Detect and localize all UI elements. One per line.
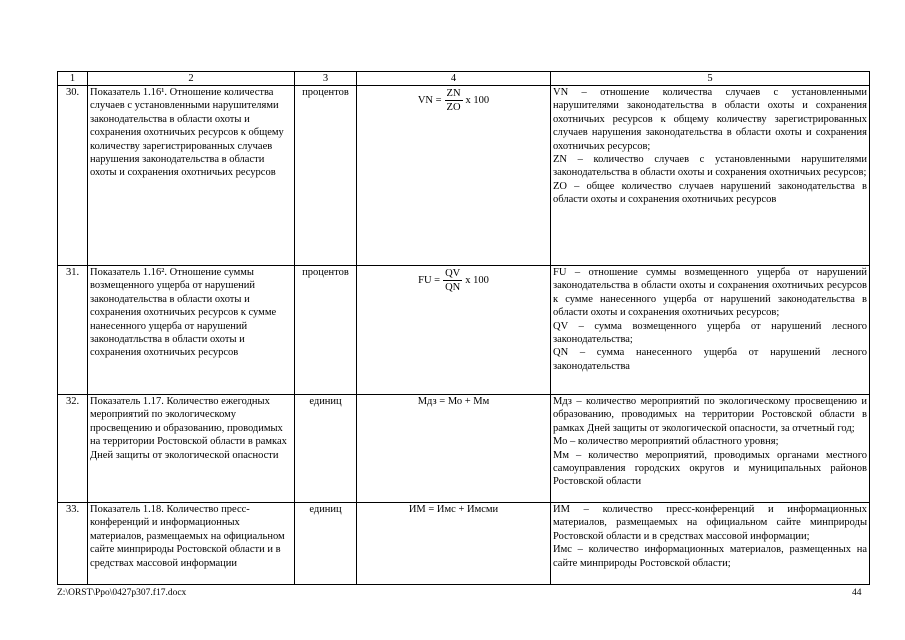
unit-cell: процентов	[295, 86, 357, 266]
formula-multiplier: x 100	[465, 275, 489, 287]
row-number: 32.	[58, 395, 88, 503]
table-row	[58, 503, 870, 585]
formula-cell	[357, 86, 551, 266]
description-line: VN – отношение количества случаев с установленными нарушителями законодательства в области охоты и сохранения охотничьих ресурсов к общему количеству зарегистрированных случаев нарушения законодательства в области охоты и сохранения охотничьих ресурсов;	[553, 87, 867, 152]
unit-cell: процентов	[295, 266, 357, 395]
fraction-numerator: QV	[445, 268, 461, 279]
description-line: Мдз – количество мероприятий по экологическому просвещению и образованию, проводимых на территории Ростовской области в рамках Дней защиты от экологической опасности, за отчетный год;	[553, 396, 867, 434]
formula-cell: Мдз = Мо + Мм	[357, 395, 551, 503]
description-line: Мм – количество мероприятий, проводимых органами местного самоуправления городских округов и муниципальных районов Ростовской области	[553, 449, 867, 488]
table-row	[58, 395, 870, 503]
file-path: Z:\ORST\Ppo\0427p307.f17.docx	[57, 588, 187, 598]
description-line: Имс – количество информационных материалов, размещенных на сайте минприроды Ростовской области;	[553, 544, 867, 569]
fraction-body	[445, 87, 463, 115]
description-cell	[551, 266, 870, 395]
header-col-4: 4	[357, 72, 551, 86]
table-row	[58, 266, 870, 395]
indicator-name: Показатель 1.16². Отношение суммы возмещенного ущерба от нарушений законодательства в области охоты и сохранения охотничьих ресурсов к сумме нанесенного ущерба от нарушений законодатльства в области охоты и сохранения охотничьих ресурсов	[88, 266, 295, 395]
row-number: 30.	[58, 86, 88, 266]
row-number: 33.	[58, 503, 88, 585]
fraction-denominator: ZO	[446, 102, 461, 114]
description-cell	[551, 86, 870, 266]
formula-cell	[357, 266, 551, 395]
description-line: ИМ – количество пресс-конференций и информационных материалов, размещаемых на официальном сайте минприроды Ростовской области и в средствах массовой информации;	[553, 504, 867, 542]
description-line: ZO – общее количество случаев нарушений законодательства в области охоты и сохранения охотничьих ресурсов	[553, 180, 867, 206]
header-col-2: 2	[88, 72, 295, 86]
page-number: 44	[852, 588, 862, 598]
description-line: QN – сумма нанесенного ущерба от нарушений лесного законодательства	[553, 347, 867, 372]
fraction-body	[443, 267, 462, 295]
formula-lhs: FU =	[418, 275, 441, 287]
indicator-name: Показатель 1.16¹. Отношение количества случаев с установленными нарушителями законодательства в области охоты и сохранения охотничьих ресурсов к общему количеству зарегистрированных случаев нарушения законодательства в области охоты и сохранения охотничьих ресурсов	[88, 86, 295, 266]
fraction-formula	[418, 267, 489, 295]
fraction-numerator: ZN	[446, 88, 461, 99]
description-line: FU – отношение суммы возмещенного ущерба от нарушений законодательства в области охоты и сохранения охотничьих ресурсов к сумме нанесенного ущерба от нарушений законодательства в области охоты и сохранения охотничьих ресурсов;	[553, 267, 867, 319]
header-col-3: 3	[295, 72, 357, 86]
formula-lhs: VN =	[417, 95, 442, 107]
unit-cell: единиц	[295, 395, 357, 503]
unit-cell: единиц	[295, 503, 357, 585]
header-col-1: 1	[58, 72, 88, 86]
indicator-name: Показатель 1.18. Количество пресс-конференций и информационных материалов, размещаемых на официальном сайте минприроды Ростовской области и в средствах массовой информации	[88, 503, 295, 585]
table-row	[58, 86, 870, 266]
description-line: ZN – количество случаев с установленными нарушителями законодательства в области охоты и сохранения охотничьих ресурсов;	[553, 154, 867, 179]
fraction-formula	[418, 87, 489, 115]
row-number: 31.	[58, 266, 88, 395]
fraction-denominator: QN	[445, 282, 461, 294]
description-cell	[551, 395, 870, 503]
indicator-name: Показатель 1.17. Количество ежегодных мероприятий по экологическому просвещению и образованию, проводимых на территории Ростовской области в рамках Дней защиты от экологической опасности	[88, 395, 295, 503]
description-cell	[551, 503, 870, 585]
header-col-5: 5	[551, 72, 870, 86]
formula-multiplier: x 100	[465, 95, 490, 107]
description-line: Мо – количество мероприятий областного уровня;	[553, 436, 779, 448]
formula-cell: ИМ = Имс + Имсми	[357, 503, 551, 585]
indicators-table	[57, 71, 870, 585]
description-line: QV – сумма возмещенного ущерба от нарушений лесного законодательства;	[553, 320, 867, 346]
header-row	[58, 72, 870, 86]
